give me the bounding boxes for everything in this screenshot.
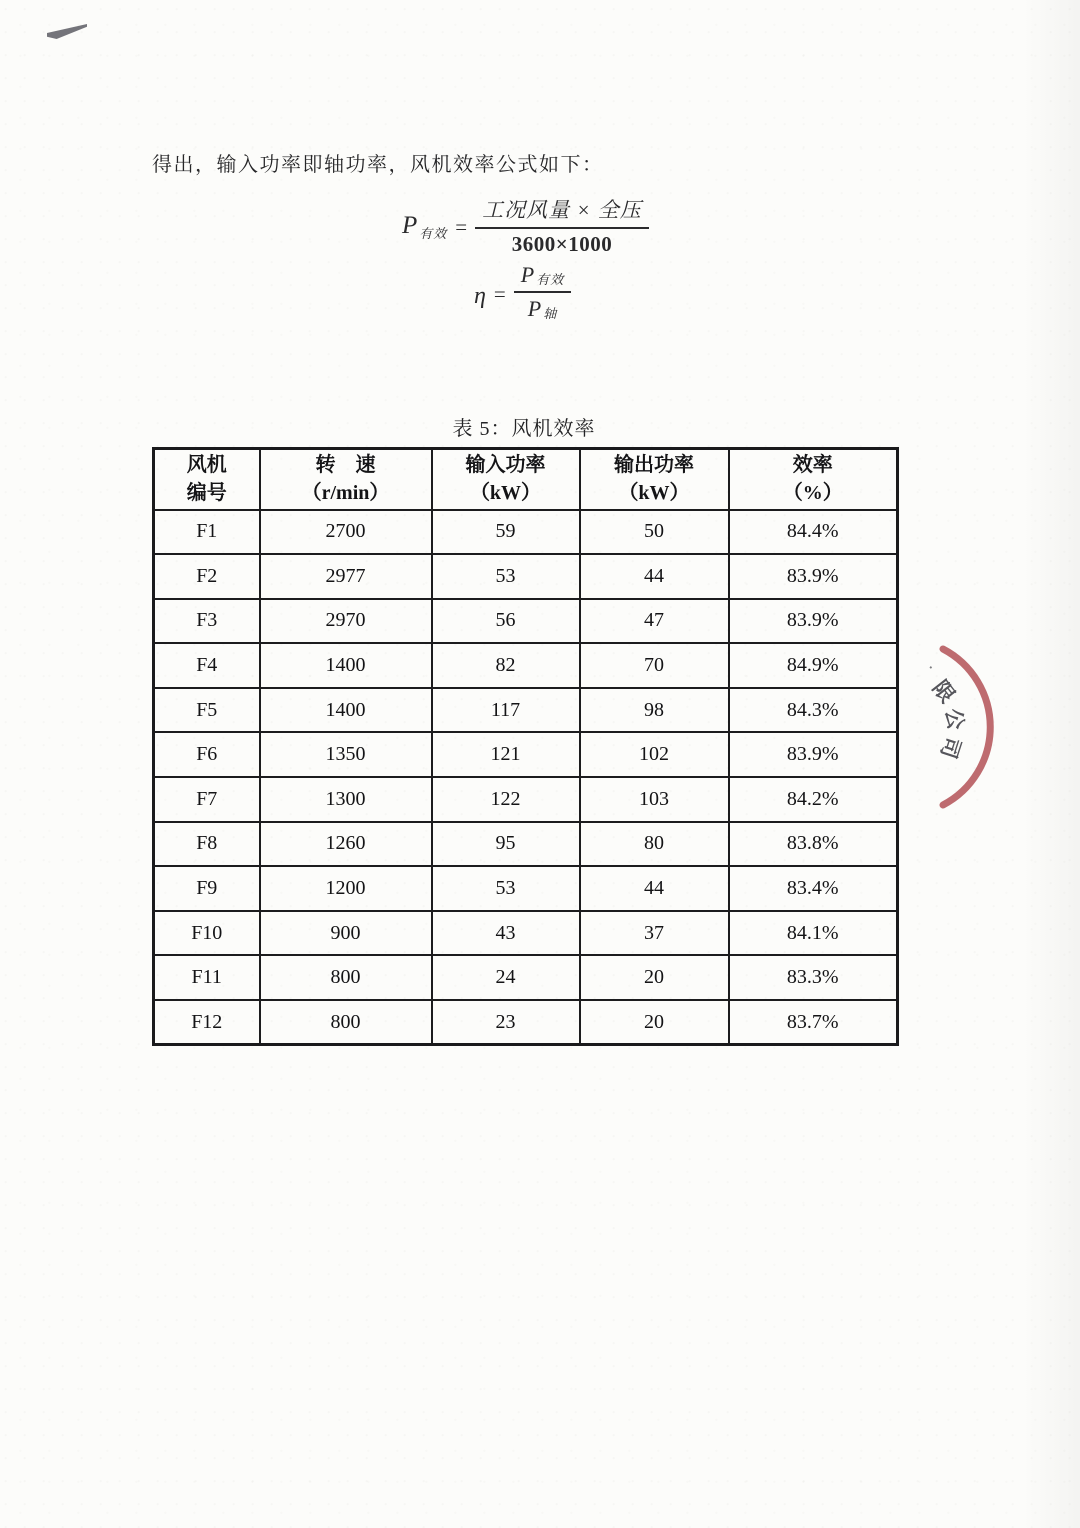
table-cell: F10	[154, 911, 260, 956]
seal-faded-mark: ·	[925, 660, 938, 675]
table-cell: F12	[154, 1000, 260, 1045]
fraction-numerator	[514, 262, 571, 293]
table-cell: 24	[432, 955, 580, 1000]
header-line: （r/min）	[301, 482, 390, 505]
table-cell: 84.9%	[729, 643, 898, 688]
intro-paragraph: 得出，输入功率即轴功率，风机效率公式如下：	[152, 154, 604, 176]
equals-sign: =	[455, 215, 468, 239]
fraction-denominator: 3600×1000	[511, 232, 613, 256]
table-cell: 47	[580, 599, 729, 644]
table-cell: 53	[432, 554, 580, 599]
table-cell: F4	[154, 643, 260, 688]
table-cell: 83.8%	[729, 822, 898, 867]
table-cell: F6	[154, 732, 260, 777]
table-cell: 2977	[260, 554, 432, 599]
header-line: （kW）	[618, 482, 690, 505]
table-cell: 83.3%	[729, 955, 898, 1000]
table-cell: 59	[432, 510, 580, 555]
table-row	[154, 822, 898, 867]
table-cell: 20	[580, 955, 729, 1000]
table-cell: 1300	[260, 777, 432, 822]
table-cell: 50	[580, 510, 729, 555]
table-cell: F5	[154, 688, 260, 733]
fraction	[514, 262, 571, 322]
table-cell: 82	[432, 643, 580, 688]
eta-symbol: η	[474, 282, 486, 309]
p-subscript: 有效	[536, 272, 565, 287]
equals-sign: =	[493, 281, 506, 306]
table-cell: 1350	[260, 732, 432, 777]
fraction	[475, 194, 649, 257]
table-header-row	[154, 449, 898, 510]
table-cell: 1200	[260, 866, 432, 911]
table-cell: 84.3%	[729, 688, 898, 733]
seal-character: 限	[927, 676, 959, 708]
formula-lhs-subscript: 有效	[419, 226, 448, 241]
formula-lhs-symbol: P	[402, 211, 418, 239]
column-header-output-power	[580, 449, 729, 510]
table-cell: 95	[432, 822, 580, 867]
table-row	[154, 599, 898, 644]
table-cell: 44	[580, 866, 729, 911]
fraction-numerator: 工况风量 × 全压	[475, 194, 649, 229]
table-row	[154, 955, 898, 1000]
table-cell: 23	[432, 1000, 580, 1045]
table-cell: 83.9%	[729, 732, 898, 777]
table-cell: 1260	[260, 822, 432, 867]
header-line: 效率	[792, 454, 833, 477]
table-cell: 20	[580, 1000, 729, 1045]
header-line: 输入功率	[465, 454, 546, 477]
table-cell: F3	[154, 599, 260, 644]
seal-character: 司	[935, 733, 965, 762]
header-line: 转 速	[315, 454, 376, 477]
table-row	[154, 643, 898, 688]
header-line: （kW）	[469, 482, 542, 505]
table-cell: F11	[154, 955, 260, 1000]
table-cell: 44	[580, 554, 729, 599]
formula-p-effective	[402, 194, 649, 257]
table-title: 表 5：风机效率	[452, 418, 596, 440]
table-cell: 98	[580, 688, 729, 733]
table-row	[154, 866, 898, 911]
table-row	[154, 688, 898, 733]
table-cell: 83.9%	[729, 554, 898, 599]
table-cell: 1400	[260, 643, 432, 688]
p-symbol: P	[527, 296, 542, 321]
p-symbol: P	[520, 262, 535, 287]
table-cell: 80	[580, 822, 729, 867]
scan-edge-shading	[1022, 0, 1080, 1528]
table-cell: F2	[154, 554, 260, 599]
table-cell: 2970	[260, 599, 432, 644]
header-line: 风机	[186, 454, 227, 477]
table-cell: 84.1%	[729, 911, 898, 956]
header-line: （%）	[782, 482, 843, 505]
table-cell: 121	[432, 732, 580, 777]
table-cell: F7	[154, 777, 260, 822]
header-line: 输出功率	[614, 454, 694, 477]
table-cell: 900	[260, 911, 432, 956]
table-cell: 122	[432, 777, 580, 822]
table-cell: 102	[580, 732, 729, 777]
fraction-denominator	[514, 293, 571, 322]
column-header-input-power	[432, 449, 580, 510]
column-header-efficiency	[729, 449, 898, 510]
table-row	[154, 911, 898, 956]
table-row	[154, 1000, 898, 1045]
p-subscript: 轴	[543, 306, 558, 321]
table-cell: 103	[580, 777, 729, 822]
formula-efficiency-eta	[474, 262, 571, 322]
table-row	[154, 510, 898, 555]
fan-efficiency-table	[152, 447, 899, 1046]
table-cell: 37	[580, 911, 729, 956]
table-cell: 800	[260, 955, 432, 1000]
table-cell: 83.7%	[729, 1000, 898, 1045]
column-header-fan-id	[154, 449, 260, 510]
column-header-speed	[260, 449, 432, 510]
table-cell: 800	[260, 1000, 432, 1045]
table-cell: 83.9%	[729, 599, 898, 644]
table-cell: 53	[432, 866, 580, 911]
table-row	[154, 777, 898, 822]
table-cell: 84.2%	[729, 777, 898, 822]
table-cell: F8	[154, 822, 260, 867]
table-cell: F1	[154, 510, 260, 555]
table-cell: 83.4%	[729, 866, 898, 911]
table-cell: F9	[154, 866, 260, 911]
table-cell: 117	[432, 688, 580, 733]
scan-artifact-corner-mark	[47, 24, 87, 39]
table-row	[154, 732, 898, 777]
table-cell: 1400	[260, 688, 432, 733]
header-line: 编号	[186, 482, 227, 505]
seal-character: 公	[940, 706, 968, 732]
table-cell: 2700	[260, 510, 432, 555]
table-cell: 43	[432, 911, 580, 956]
table-cell: 84.4%	[729, 510, 898, 555]
table-cell: 70	[580, 643, 729, 688]
table-row	[154, 554, 898, 599]
table-cell: 56	[432, 599, 580, 644]
